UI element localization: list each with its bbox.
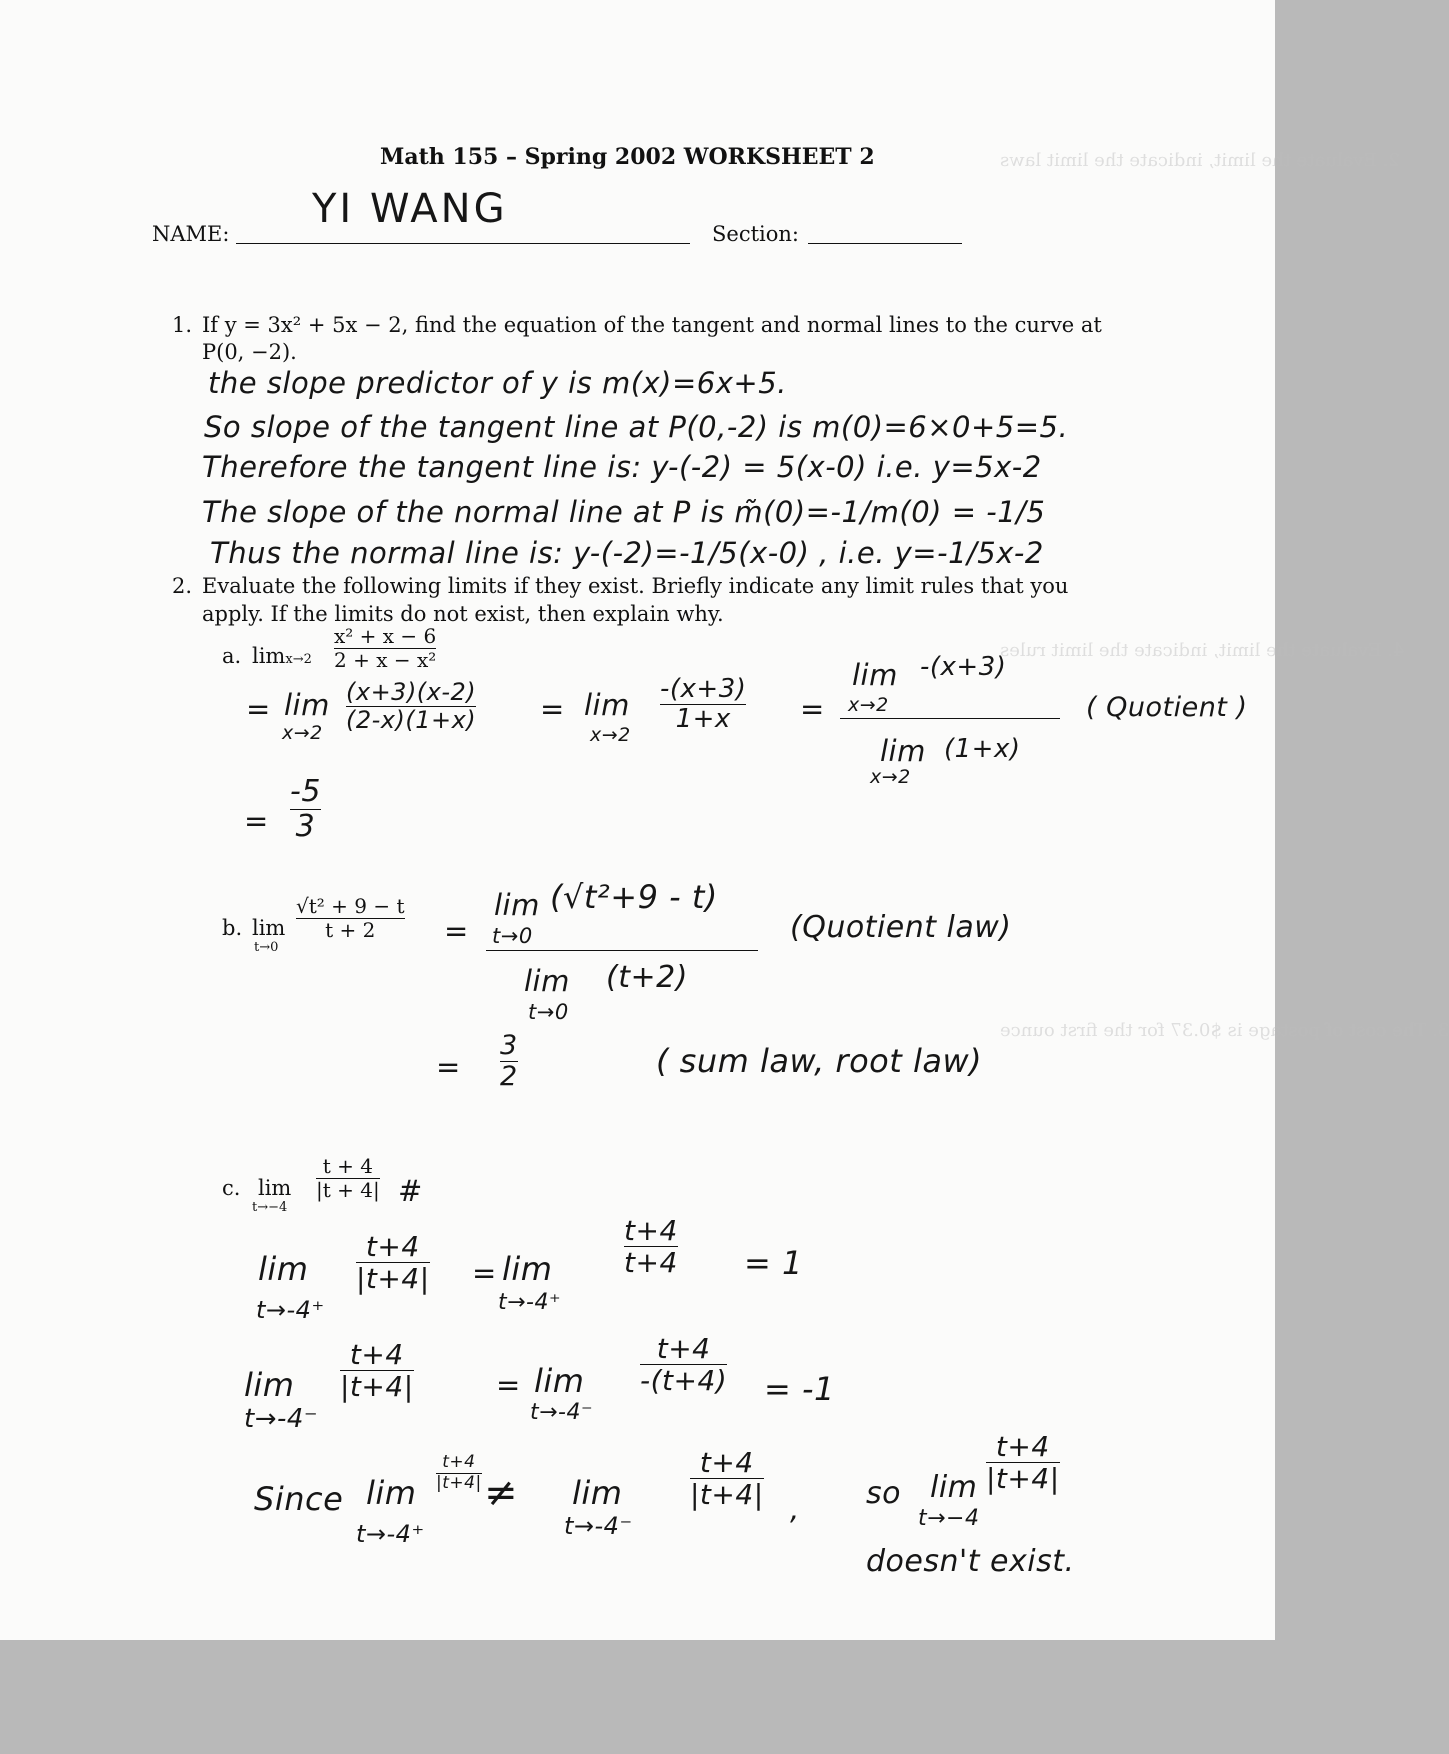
numerator: t+4 — [995, 1430, 1050, 1463]
limit-rule: ( sum law, root law) — [656, 1042, 983, 1080]
denominator: t+4 — [624, 1246, 678, 1280]
q2a-work-fraction-2 — [660, 676, 746, 734]
denominator: 2 + x − x² — [334, 648, 437, 672]
lim-subscript: x→2 — [282, 722, 323, 744]
q1-answer-line: Thus the normal line is: y-(-2)=-1/5(x-0) , i.e. y=-1/5x-2 — [210, 536, 1044, 570]
q2c-conclusion-fraction — [690, 1448, 764, 1510]
q1-answer-line: So slope of the tangent line at P(0,-2) is m(0)=6×0+5=5. — [204, 410, 1069, 444]
denominator: |t + 4| — [316, 1178, 380, 1202]
q2b-result — [500, 1032, 518, 1092]
comma: , — [790, 1492, 800, 1526]
q2c-right-fraction-2 — [624, 1216, 678, 1278]
bleed-through-text: 2. Evaluate the limit, indicate the limit laws — [1000, 150, 1400, 171]
lim-text: lim — [252, 644, 286, 668]
lim-subscript: t→-4⁻ — [564, 1512, 633, 1540]
equals-sign: = — [800, 692, 825, 726]
lim-text: lim — [852, 658, 898, 692]
q2c-right-result: = 1 — [744, 1244, 803, 1282]
lim-subscript: x→2 — [590, 724, 631, 746]
q2a-label: a. — [222, 644, 242, 668]
denominator: |t+4| — [356, 1262, 430, 1296]
numerator: t+4 — [624, 1214, 678, 1247]
q2b-fraction — [296, 896, 405, 941]
numerator: (√t²+9 - t) — [550, 878, 718, 916]
page-title: Math 155 – Spring 2002 WORKSHEET 2 — [380, 144, 875, 170]
lim-subscript: x→2 — [848, 694, 889, 716]
lim-subscript: t→0 — [528, 1000, 569, 1024]
q1-answer-line: the slope predictor of y is m(x)=6x+5. — [208, 366, 787, 400]
fraction-bar — [486, 950, 758, 951]
name-value: YI WANG — [312, 186, 508, 232]
lim-subscript: t→−4 — [252, 1200, 288, 1215]
lim-subscript: t→-4⁻ — [244, 1404, 319, 1434]
denominator: (1+x) — [944, 734, 1021, 764]
lim-text: lim — [244, 1366, 295, 1404]
lim-subscript: t→0 — [492, 924, 533, 948]
equals-sign: = — [496, 1368, 521, 1402]
so-word: so — [866, 1476, 901, 1511]
q2a-work-fraction-1 — [346, 680, 476, 733]
scan-background — [0, 1640, 1275, 1754]
numerator: t+4 — [699, 1446, 754, 1479]
q2-number: 2. — [172, 574, 193, 598]
denominator: -(t+4) — [640, 1364, 728, 1398]
lim-subscript: t→0 — [254, 940, 279, 955]
q2c-left-result: = -1 — [764, 1370, 835, 1408]
lim-subscript: x→2 — [285, 652, 312, 667]
lim-subscript: t→-4⁺ — [498, 1290, 562, 1315]
q1-prompt-line1: If y = 3x² + 5x − 2, find the equation of the tangent and normal lines to the curve at — [202, 313, 1102, 337]
equals-sign: = — [444, 914, 469, 948]
since-word: Since — [254, 1480, 344, 1518]
numerator: -(x+3) — [660, 674, 747, 704]
denominator: |t+4| — [986, 1462, 1060, 1496]
lim-subscript: t→-4⁺ — [256, 1296, 325, 1324]
q1-answer-line: Therefore the tangent line is: y-(-2) = 5(x-0) i.e. y=5x-2 — [202, 450, 1042, 484]
lim-text: lim — [366, 1474, 417, 1512]
q2c-final-fraction — [986, 1432, 1060, 1494]
q2c-left-fraction-1 — [340, 1340, 414, 1402]
limit-rule: ( Quotient ) — [1086, 692, 1248, 723]
equals-sign: = — [472, 1256, 497, 1290]
denominator: 1+x — [675, 704, 731, 735]
not-equal-sign: ≠ — [484, 1470, 519, 1516]
numerator: 3 — [500, 1030, 518, 1061]
equals-sign: = — [244, 804, 269, 838]
numerator: x² + x − 6 — [334, 624, 437, 648]
denominator: |t+4| — [340, 1370, 414, 1404]
name-label: NAME: — [152, 222, 230, 246]
bleed-through-text: 4. Evaluate the limit, indicate the limit rules — [1000, 640, 1405, 661]
denominator: (t+2) — [606, 960, 688, 995]
lim-subscript: x→2 — [870, 766, 911, 788]
lim-text: lim — [880, 734, 926, 768]
q2-prompt-line1: Evaluate the following limits if they exist. Briefly indicate any limit rules that you — [202, 574, 1069, 598]
equals-sign: = — [436, 1050, 461, 1084]
fraction-bar — [840, 718, 1060, 719]
section-label: Section: — [712, 222, 799, 246]
lim-text: lim — [494, 888, 540, 922]
lim-subscript: t→−4 — [918, 1506, 980, 1531]
numerator: t + 4 — [322, 1154, 373, 1178]
q1-number: 1. — [172, 313, 193, 337]
denominator: |t+4| — [436, 1472, 482, 1493]
lim-subscript: t→-4⁺ — [356, 1520, 425, 1548]
numerator: (x+3)(x-2) — [346, 678, 477, 706]
conclusion-text: doesn't exist. — [866, 1544, 1075, 1579]
q2c-fraction — [316, 1156, 380, 1201]
bleed-through-text: 3. The cost of postage is $0.37 for the first ounce — [1000, 1020, 1449, 1041]
q1-prompt-line2: P(0, −2). — [202, 340, 297, 364]
hash-mark: # — [398, 1174, 423, 1208]
lim-text: lim — [524, 964, 570, 998]
denominator: 2 — [500, 1061, 518, 1093]
numerator: -5 — [290, 774, 321, 809]
equals-sign: = — [246, 692, 271, 726]
q2c-label: c. — [222, 1176, 241, 1200]
q2a-fraction — [334, 626, 436, 671]
numerator: t+4 — [442, 1452, 476, 1472]
numerator: t+4 — [656, 1332, 711, 1365]
denominator: |t+4| — [690, 1478, 764, 1512]
q2-prompt-line2: apply. If the limits do not exist, then explain why. — [202, 602, 724, 626]
q2c-left-fraction-2 — [640, 1334, 727, 1396]
q2b-label: b. — [222, 916, 243, 940]
numerator: √t² + 9 − t — [296, 894, 405, 918]
name-underline — [236, 243, 690, 244]
lim-text: lim — [584, 688, 630, 722]
denominator: t + 2 — [325, 918, 376, 942]
lim-subscript: t→-4⁻ — [530, 1400, 594, 1425]
lim-text: lim — [930, 1470, 978, 1505]
lim-text: lim — [534, 1362, 585, 1400]
q2c-lim: lim — [258, 1176, 292, 1200]
numerator: t+4 — [365, 1230, 420, 1263]
denominator: (2-x)(1+x) — [346, 706, 477, 735]
numerator: -(x+3) — [920, 652, 1007, 682]
section-underline — [808, 243, 962, 244]
lim-text: lim — [502, 1250, 553, 1288]
lim-text: lim — [284, 688, 330, 722]
denominator: 3 — [295, 808, 316, 844]
q2c-small-fraction — [436, 1454, 482, 1493]
lim-text: lim — [258, 1250, 309, 1288]
q2a-lim — [252, 644, 312, 668]
q2c-right-fraction-1 — [356, 1232, 430, 1294]
numerator: t+4 — [349, 1338, 404, 1371]
q2a-result — [290, 776, 321, 842]
q1-answer-line: The slope of the normal line at P is m̃(0)=-1/m(0) = -1/5 — [202, 495, 1046, 529]
equals-sign: = — [540, 692, 565, 726]
lim-text: lim — [572, 1474, 623, 1512]
q2b-lim: lim — [252, 916, 286, 940]
limit-rule: (Quotient law) — [790, 910, 1012, 945]
